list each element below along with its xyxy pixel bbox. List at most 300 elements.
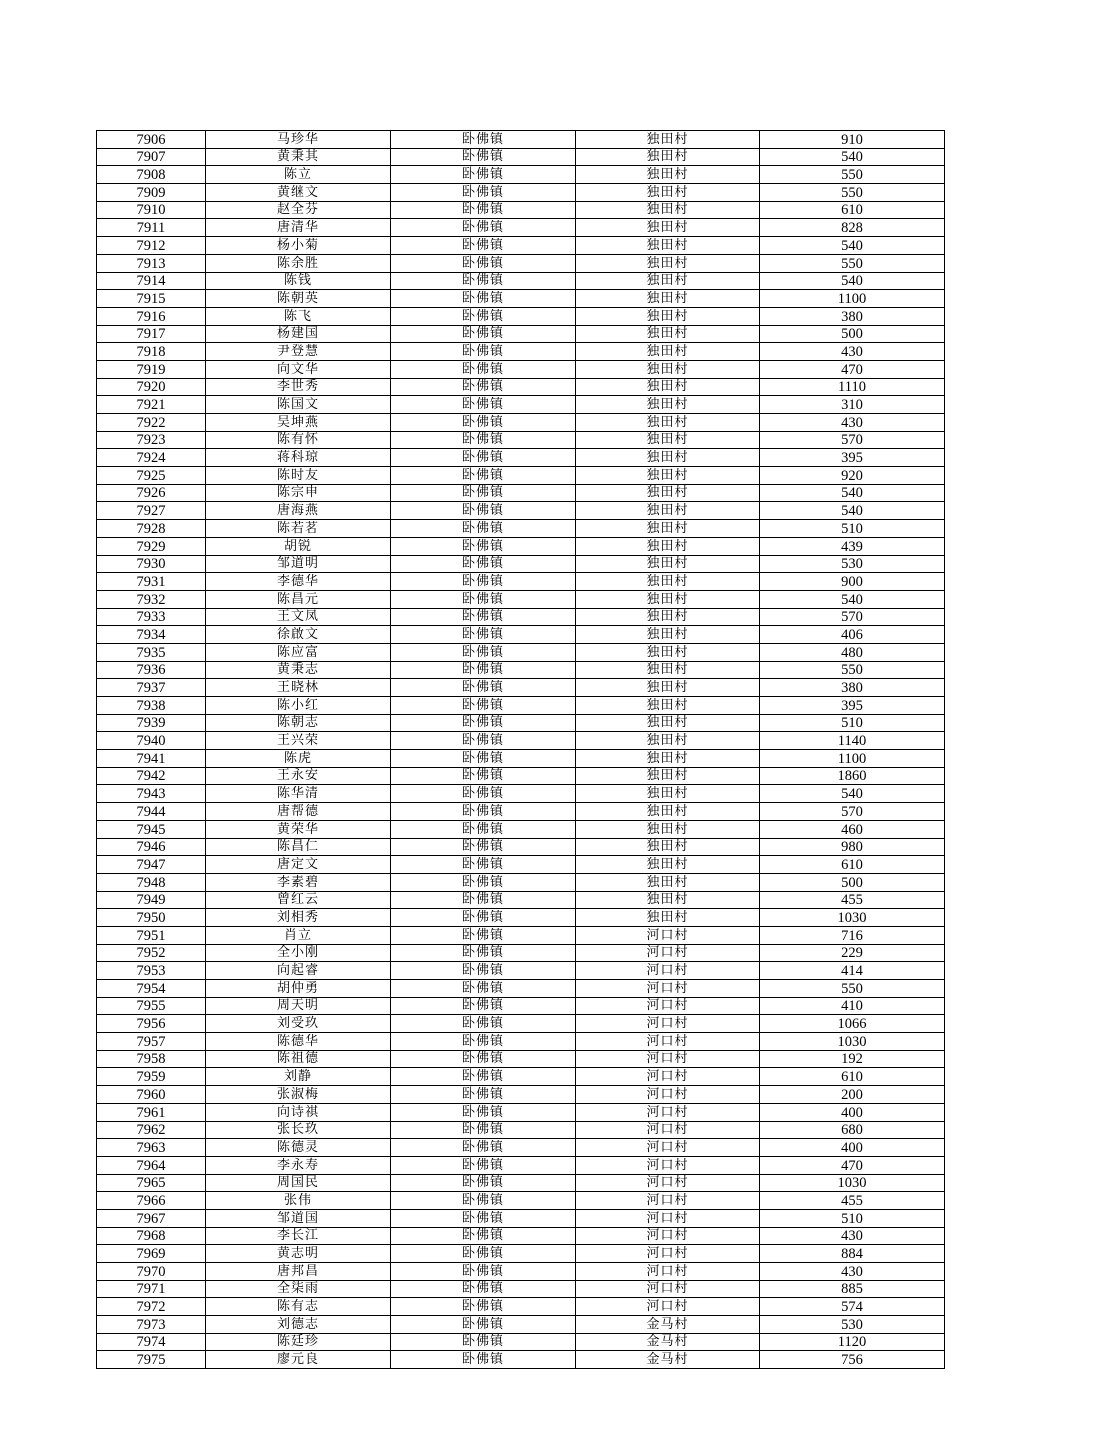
amount-cell: 1066 bbox=[760, 1015, 945, 1033]
amount-cell: 510 bbox=[760, 520, 945, 538]
table-row bbox=[97, 679, 945, 697]
row-number-cell: 7945 bbox=[97, 820, 206, 838]
row-number-cell: 7961 bbox=[97, 1103, 206, 1121]
person-name-cell: 马珍华 bbox=[206, 131, 391, 149]
person-name-cell: 向起睿 bbox=[206, 962, 391, 980]
row-number-cell: 7962 bbox=[97, 1121, 206, 1139]
row-number-cell: 7966 bbox=[97, 1192, 206, 1210]
village-cell: 独田村 bbox=[576, 679, 760, 697]
row-number-cell: 7952 bbox=[97, 944, 206, 962]
row-number-cell: 7910 bbox=[97, 201, 206, 219]
amount-cell: 510 bbox=[760, 714, 945, 732]
person-name-cell: 张淑梅 bbox=[206, 1086, 391, 1104]
row-number-cell: 7948 bbox=[97, 873, 206, 891]
row-number-cell: 7927 bbox=[97, 502, 206, 520]
village-cell: 独田村 bbox=[576, 573, 760, 591]
village-cell: 独田村 bbox=[576, 608, 760, 626]
table-row bbox=[97, 219, 945, 237]
amount-cell: 500 bbox=[760, 325, 945, 343]
row-number-cell: 7921 bbox=[97, 396, 206, 414]
table-row bbox=[97, 856, 945, 874]
amount-cell: 430 bbox=[760, 1263, 945, 1281]
village-cell: 独田村 bbox=[576, 449, 760, 467]
table-row bbox=[97, 378, 945, 396]
person-name-cell: 李素碧 bbox=[206, 873, 391, 891]
person-name-cell: 刘受玖 bbox=[206, 1015, 391, 1033]
village-cell: 河口村 bbox=[576, 1280, 760, 1298]
village-cell: 独田村 bbox=[576, 184, 760, 202]
table-row bbox=[97, 1050, 945, 1068]
village-cell: 河口村 bbox=[576, 944, 760, 962]
table-row bbox=[97, 1086, 945, 1104]
table-row bbox=[97, 502, 945, 520]
village-cell: 独田村 bbox=[576, 272, 760, 290]
person-name-cell: 邹道国 bbox=[206, 1209, 391, 1227]
table-row bbox=[97, 873, 945, 891]
table-row bbox=[97, 520, 945, 538]
person-name-cell: 曾红云 bbox=[206, 891, 391, 909]
row-number-cell: 7925 bbox=[97, 467, 206, 485]
town-cell: 卧佛镇 bbox=[391, 608, 576, 626]
table-row bbox=[97, 590, 945, 608]
row-number-cell: 7914 bbox=[97, 272, 206, 290]
amount-cell: 680 bbox=[760, 1121, 945, 1139]
person-name-cell: 吴坤燕 bbox=[206, 414, 391, 432]
row-number-cell: 7950 bbox=[97, 909, 206, 927]
person-name-cell: 陈有怀 bbox=[206, 431, 391, 449]
amount-cell: 410 bbox=[760, 997, 945, 1015]
table-row bbox=[97, 414, 945, 432]
amount-cell: 1120 bbox=[760, 1333, 945, 1351]
amount-cell: 540 bbox=[760, 484, 945, 502]
village-cell: 河口村 bbox=[576, 926, 760, 944]
amount-cell: 574 bbox=[760, 1298, 945, 1316]
table-row bbox=[97, 838, 945, 856]
village-cell: 独田村 bbox=[576, 626, 760, 644]
town-cell: 卧佛镇 bbox=[391, 1333, 576, 1351]
town-cell: 卧佛镇 bbox=[391, 1209, 576, 1227]
person-name-cell: 刘德志 bbox=[206, 1316, 391, 1334]
row-number-cell: 7954 bbox=[97, 980, 206, 998]
person-name-cell: 陈德华 bbox=[206, 1033, 391, 1051]
amount-cell: 716 bbox=[760, 926, 945, 944]
village-cell: 独田村 bbox=[576, 714, 760, 732]
amount-cell: 310 bbox=[760, 396, 945, 414]
table-row bbox=[97, 1245, 945, 1263]
person-name-cell: 蒋科琼 bbox=[206, 449, 391, 467]
person-name-cell: 陈时友 bbox=[206, 467, 391, 485]
table-row bbox=[97, 1227, 945, 1245]
village-cell: 独田村 bbox=[576, 396, 760, 414]
town-cell: 卧佛镇 bbox=[391, 1103, 576, 1121]
table-row bbox=[97, 1068, 945, 1086]
amount-cell: 610 bbox=[760, 201, 945, 219]
person-name-cell: 李德华 bbox=[206, 573, 391, 591]
person-name-cell: 李永寿 bbox=[206, 1156, 391, 1174]
row-number-cell: 7972 bbox=[97, 1298, 206, 1316]
person-name-cell: 陈德灵 bbox=[206, 1139, 391, 1157]
row-number-cell: 7922 bbox=[97, 414, 206, 432]
table-row bbox=[97, 891, 945, 909]
town-cell: 卧佛镇 bbox=[391, 502, 576, 520]
village-cell: 河口村 bbox=[576, 1174, 760, 1192]
village-cell: 独田村 bbox=[576, 290, 760, 308]
table-row bbox=[97, 166, 945, 184]
town-cell: 卧佛镇 bbox=[391, 290, 576, 308]
person-name-cell: 唐帮德 bbox=[206, 803, 391, 821]
person-name-cell: 李长江 bbox=[206, 1227, 391, 1245]
row-number-cell: 7938 bbox=[97, 697, 206, 715]
village-cell: 河口村 bbox=[576, 997, 760, 1015]
town-cell: 卧佛镇 bbox=[391, 360, 576, 378]
row-number-cell: 7912 bbox=[97, 237, 206, 255]
row-number-cell: 7956 bbox=[97, 1015, 206, 1033]
amount-cell: 1100 bbox=[760, 750, 945, 768]
row-number-cell: 7932 bbox=[97, 590, 206, 608]
table-row bbox=[97, 643, 945, 661]
town-cell: 卧佛镇 bbox=[391, 1298, 576, 1316]
row-number-cell: 7975 bbox=[97, 1351, 206, 1369]
table-row bbox=[97, 750, 945, 768]
table-row bbox=[97, 184, 945, 202]
row-number-cell: 7920 bbox=[97, 378, 206, 396]
table-row bbox=[97, 962, 945, 980]
table-row bbox=[97, 732, 945, 750]
town-cell: 卧佛镇 bbox=[391, 1174, 576, 1192]
village-cell: 独田村 bbox=[576, 484, 760, 502]
town-cell: 卧佛镇 bbox=[391, 1263, 576, 1281]
village-cell: 独田村 bbox=[576, 643, 760, 661]
table-row bbox=[97, 926, 945, 944]
village-cell: 独田村 bbox=[576, 467, 760, 485]
village-cell: 河口村 bbox=[576, 1209, 760, 1227]
town-cell: 卧佛镇 bbox=[391, 820, 576, 838]
table-row bbox=[97, 767, 945, 785]
village-cell: 河口村 bbox=[576, 1086, 760, 1104]
row-number-cell: 7919 bbox=[97, 360, 206, 378]
amount-cell: 980 bbox=[760, 838, 945, 856]
row-number-cell: 7964 bbox=[97, 1156, 206, 1174]
village-cell: 金马村 bbox=[576, 1333, 760, 1351]
person-name-cell: 邹道明 bbox=[206, 555, 391, 573]
row-number-cell: 7944 bbox=[97, 803, 206, 821]
table-row bbox=[97, 608, 945, 626]
village-cell: 独田村 bbox=[576, 909, 760, 927]
person-name-cell: 陈朝志 bbox=[206, 714, 391, 732]
town-cell: 卧佛镇 bbox=[391, 1121, 576, 1139]
row-number-cell: 7971 bbox=[97, 1280, 206, 1298]
table-row bbox=[97, 396, 945, 414]
row-number-cell: 7933 bbox=[97, 608, 206, 626]
village-cell: 独田村 bbox=[576, 838, 760, 856]
town-cell: 卧佛镇 bbox=[391, 1139, 576, 1157]
person-name-cell: 陈若茗 bbox=[206, 520, 391, 538]
town-cell: 卧佛镇 bbox=[391, 307, 576, 325]
person-name-cell: 唐海燕 bbox=[206, 502, 391, 520]
village-cell: 独田村 bbox=[576, 856, 760, 874]
row-number-cell: 7929 bbox=[97, 537, 206, 555]
town-cell: 卧佛镇 bbox=[391, 131, 576, 149]
village-cell: 独田村 bbox=[576, 148, 760, 166]
person-name-cell: 王晓林 bbox=[206, 679, 391, 697]
village-cell: 独田村 bbox=[576, 732, 760, 750]
table-row bbox=[97, 820, 945, 838]
person-name-cell: 陈廷珍 bbox=[206, 1333, 391, 1351]
person-name-cell: 唐清华 bbox=[206, 219, 391, 237]
village-cell: 河口村 bbox=[576, 1156, 760, 1174]
town-cell: 卧佛镇 bbox=[391, 661, 576, 679]
table-row bbox=[97, 1174, 945, 1192]
village-cell: 独田村 bbox=[576, 219, 760, 237]
person-name-cell: 陈昌元 bbox=[206, 590, 391, 608]
amount-cell: 480 bbox=[760, 643, 945, 661]
person-name-cell: 陈有志 bbox=[206, 1298, 391, 1316]
person-name-cell: 李世秀 bbox=[206, 378, 391, 396]
amount-cell: 395 bbox=[760, 449, 945, 467]
row-number-cell: 7918 bbox=[97, 343, 206, 361]
town-cell: 卧佛镇 bbox=[391, 219, 576, 237]
village-cell: 河口村 bbox=[576, 1245, 760, 1263]
person-name-cell: 唐邦昌 bbox=[206, 1263, 391, 1281]
row-number-cell: 7965 bbox=[97, 1174, 206, 1192]
amount-cell: 229 bbox=[760, 944, 945, 962]
person-name-cell: 陈应富 bbox=[206, 643, 391, 661]
village-cell: 河口村 bbox=[576, 1050, 760, 1068]
amount-cell: 470 bbox=[760, 360, 945, 378]
table-row bbox=[97, 803, 945, 821]
amount-cell: 570 bbox=[760, 608, 945, 626]
person-name-cell: 赵全芬 bbox=[206, 201, 391, 219]
row-number-cell: 7940 bbox=[97, 732, 206, 750]
table-row bbox=[97, 537, 945, 555]
town-cell: 卧佛镇 bbox=[391, 873, 576, 891]
town-cell: 卧佛镇 bbox=[391, 325, 576, 343]
amount-cell: 540 bbox=[760, 590, 945, 608]
table-row bbox=[97, 1103, 945, 1121]
village-cell: 河口村 bbox=[576, 1263, 760, 1281]
row-number-cell: 7953 bbox=[97, 962, 206, 980]
table-row bbox=[97, 980, 945, 998]
table-row bbox=[97, 1033, 945, 1051]
town-cell: 卧佛镇 bbox=[391, 148, 576, 166]
row-number-cell: 7930 bbox=[97, 555, 206, 573]
town-cell: 卧佛镇 bbox=[391, 679, 576, 697]
town-cell: 卧佛镇 bbox=[391, 573, 576, 591]
town-cell: 卧佛镇 bbox=[391, 166, 576, 184]
town-cell: 卧佛镇 bbox=[391, 520, 576, 538]
person-name-cell: 唐定文 bbox=[206, 856, 391, 874]
person-name-cell: 陈昌仁 bbox=[206, 838, 391, 856]
village-cell: 独田村 bbox=[576, 555, 760, 573]
amount-cell: 540 bbox=[760, 148, 945, 166]
person-name-cell: 陈小红 bbox=[206, 697, 391, 715]
person-name-cell: 刘相秀 bbox=[206, 909, 391, 927]
table-row bbox=[97, 1280, 945, 1298]
data-table bbox=[96, 130, 945, 1369]
town-cell: 卧佛镇 bbox=[391, 184, 576, 202]
row-number-cell: 7916 bbox=[97, 307, 206, 325]
table-row bbox=[97, 573, 945, 591]
town-cell: 卧佛镇 bbox=[391, 467, 576, 485]
table-row bbox=[97, 148, 945, 166]
row-number-cell: 7908 bbox=[97, 166, 206, 184]
town-cell: 卧佛镇 bbox=[391, 980, 576, 998]
town-cell: 卧佛镇 bbox=[391, 237, 576, 255]
row-number-cell: 7931 bbox=[97, 573, 206, 591]
village-cell: 河口村 bbox=[576, 1103, 760, 1121]
town-cell: 卧佛镇 bbox=[391, 997, 576, 1015]
town-cell: 卧佛镇 bbox=[391, 431, 576, 449]
amount-cell: 1030 bbox=[760, 1033, 945, 1051]
row-number-cell: 7937 bbox=[97, 679, 206, 697]
village-cell: 河口村 bbox=[576, 1068, 760, 1086]
table-row bbox=[97, 237, 945, 255]
amount-cell: 540 bbox=[760, 237, 945, 255]
town-cell: 卧佛镇 bbox=[391, 272, 576, 290]
village-cell: 河口村 bbox=[576, 1192, 760, 1210]
town-cell: 卧佛镇 bbox=[391, 750, 576, 768]
person-name-cell: 向诗祺 bbox=[206, 1103, 391, 1121]
table-row bbox=[97, 909, 945, 927]
amount-cell: 200 bbox=[760, 1086, 945, 1104]
row-number-cell: 7934 bbox=[97, 626, 206, 644]
row-number-cell: 7923 bbox=[97, 431, 206, 449]
row-number-cell: 7951 bbox=[97, 926, 206, 944]
village-cell: 金马村 bbox=[576, 1316, 760, 1334]
row-number-cell: 7926 bbox=[97, 484, 206, 502]
town-cell: 卧佛镇 bbox=[391, 343, 576, 361]
town-cell: 卧佛镇 bbox=[391, 1316, 576, 1334]
amount-cell: 550 bbox=[760, 661, 945, 679]
table-row bbox=[97, 201, 945, 219]
table-row bbox=[97, 1351, 945, 1369]
table-row bbox=[97, 785, 945, 803]
table-row bbox=[97, 431, 945, 449]
town-cell: 卧佛镇 bbox=[391, 626, 576, 644]
village-cell: 独田村 bbox=[576, 520, 760, 538]
person-name-cell: 王文凤 bbox=[206, 608, 391, 626]
amount-cell: 380 bbox=[760, 307, 945, 325]
person-name-cell: 陈朝英 bbox=[206, 290, 391, 308]
town-cell: 卧佛镇 bbox=[391, 1192, 576, 1210]
table-row bbox=[97, 1263, 945, 1281]
amount-cell: 380 bbox=[760, 679, 945, 697]
person-name-cell: 尹登慧 bbox=[206, 343, 391, 361]
row-number-cell: 7946 bbox=[97, 838, 206, 856]
row-number-cell: 7911 bbox=[97, 219, 206, 237]
row-number-cell: 7935 bbox=[97, 643, 206, 661]
amount-cell: 570 bbox=[760, 803, 945, 821]
town-cell: 卧佛镇 bbox=[391, 732, 576, 750]
town-cell: 卧佛镇 bbox=[391, 590, 576, 608]
row-number-cell: 7967 bbox=[97, 1209, 206, 1227]
village-cell: 独田村 bbox=[576, 785, 760, 803]
table-row bbox=[97, 1333, 945, 1351]
row-number-cell: 7969 bbox=[97, 1245, 206, 1263]
table-row bbox=[97, 131, 945, 149]
table-row bbox=[97, 290, 945, 308]
amount-cell: 455 bbox=[760, 1192, 945, 1210]
person-name-cell: 全柒雨 bbox=[206, 1280, 391, 1298]
table-row bbox=[97, 254, 945, 272]
amount-cell: 610 bbox=[760, 856, 945, 874]
amount-cell: 455 bbox=[760, 891, 945, 909]
row-number-cell: 7913 bbox=[97, 254, 206, 272]
village-cell: 独田村 bbox=[576, 767, 760, 785]
village-cell: 河口村 bbox=[576, 1298, 760, 1316]
person-name-cell: 陈立 bbox=[206, 166, 391, 184]
table-row bbox=[97, 661, 945, 679]
town-cell: 卧佛镇 bbox=[391, 1280, 576, 1298]
row-number-cell: 7915 bbox=[97, 290, 206, 308]
row-number-cell: 7947 bbox=[97, 856, 206, 874]
village-cell: 独田村 bbox=[576, 414, 760, 432]
row-number-cell: 7936 bbox=[97, 661, 206, 679]
amount-cell: 610 bbox=[760, 1068, 945, 1086]
table-row bbox=[97, 997, 945, 1015]
person-name-cell: 周国民 bbox=[206, 1174, 391, 1192]
amount-cell: 540 bbox=[760, 272, 945, 290]
person-name-cell: 胡仲勇 bbox=[206, 980, 391, 998]
amount-cell: 406 bbox=[760, 626, 945, 644]
table-row bbox=[97, 1121, 945, 1139]
town-cell: 卧佛镇 bbox=[391, 1227, 576, 1245]
row-number-cell: 7970 bbox=[97, 1263, 206, 1281]
person-name-cell: 黄秉其 bbox=[206, 148, 391, 166]
amount-cell: 756 bbox=[760, 1351, 945, 1369]
village-cell: 河口村 bbox=[576, 1139, 760, 1157]
amount-cell: 460 bbox=[760, 820, 945, 838]
table-row bbox=[97, 697, 945, 715]
amount-cell: 1030 bbox=[760, 1174, 945, 1192]
amount-cell: 500 bbox=[760, 873, 945, 891]
town-cell: 卧佛镇 bbox=[391, 962, 576, 980]
row-number-cell: 7949 bbox=[97, 891, 206, 909]
person-name-cell: 王兴荣 bbox=[206, 732, 391, 750]
person-name-cell: 杨建国 bbox=[206, 325, 391, 343]
table-row bbox=[97, 272, 945, 290]
person-name-cell: 胡锐 bbox=[206, 537, 391, 555]
village-cell: 独田村 bbox=[576, 378, 760, 396]
village-cell: 河口村 bbox=[576, 980, 760, 998]
village-cell: 河口村 bbox=[576, 1033, 760, 1051]
village-cell: 独田村 bbox=[576, 590, 760, 608]
person-name-cell: 黄志明 bbox=[206, 1245, 391, 1263]
row-number-cell: 7958 bbox=[97, 1050, 206, 1068]
table-row bbox=[97, 1156, 945, 1174]
amount-cell: 470 bbox=[760, 1156, 945, 1174]
town-cell: 卧佛镇 bbox=[391, 909, 576, 927]
amount-cell: 510 bbox=[760, 1209, 945, 1227]
table-row bbox=[97, 555, 945, 573]
person-name-cell: 陈祖德 bbox=[206, 1050, 391, 1068]
town-cell: 卧佛镇 bbox=[391, 378, 576, 396]
village-cell: 独田村 bbox=[576, 750, 760, 768]
table-row bbox=[97, 325, 945, 343]
row-number-cell: 7909 bbox=[97, 184, 206, 202]
amount-cell: 550 bbox=[760, 166, 945, 184]
town-cell: 卧佛镇 bbox=[391, 697, 576, 715]
town-cell: 卧佛镇 bbox=[391, 484, 576, 502]
town-cell: 卧佛镇 bbox=[391, 1351, 576, 1369]
village-cell: 独田村 bbox=[576, 343, 760, 361]
table-row bbox=[97, 1015, 945, 1033]
person-name-cell: 陈钱 bbox=[206, 272, 391, 290]
amount-cell: 400 bbox=[760, 1139, 945, 1157]
row-number-cell: 7928 bbox=[97, 520, 206, 538]
person-name-cell: 廖元良 bbox=[206, 1351, 391, 1369]
person-name-cell: 陈国文 bbox=[206, 396, 391, 414]
